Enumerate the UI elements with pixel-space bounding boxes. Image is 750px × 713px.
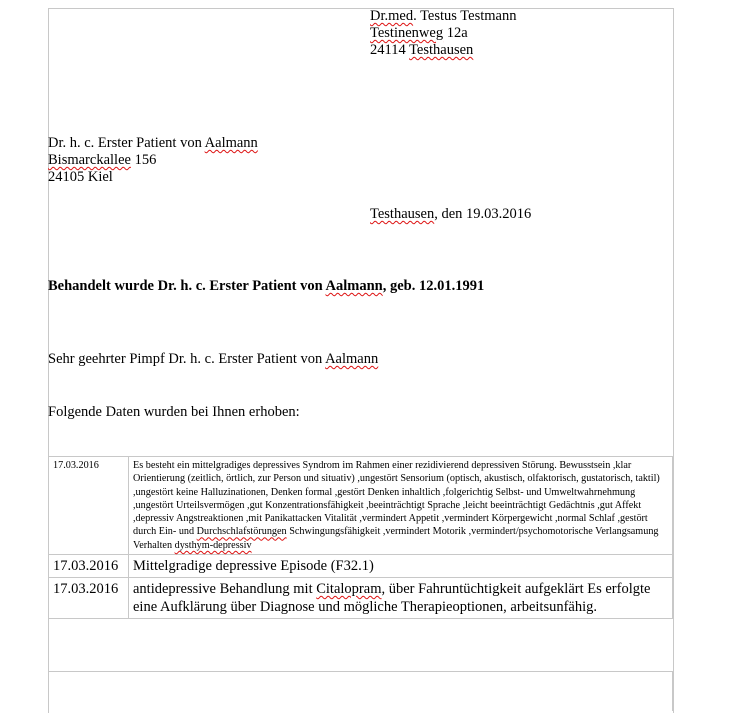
intro-text: Folgende Daten wurden bei Ihnen erhoben: [48, 404, 300, 420]
therapy-text [129, 578, 673, 619]
finding-text [129, 457, 673, 555]
subject-b: Aalmann [325, 278, 383, 294]
recipient-street-name: Bismarckallee [48, 152, 131, 168]
diagnosis-text: Mittelgradige depressive Episode (F32.1) [129, 555, 673, 578]
table-row [49, 555, 673, 578]
sender-street [370, 25, 516, 42]
finding-text-c: Schwingungsfähigkeit ,vermindert Motorik ,vermindert/psychomotorische Verlangsamung Verhalten [133, 526, 659, 551]
recipient-address [48, 135, 258, 186]
sender-address [370, 8, 516, 59]
therapy-date: 17.03.2016 [49, 578, 129, 619]
therapy-text-a: antidepressive Behandlung mit [133, 581, 317, 598]
date-line-rest: , den 19.03.2016 [434, 206, 532, 222]
date-line [370, 206, 531, 223]
recipient-name-a: Dr. h. c. Erster Patient von [48, 135, 205, 151]
subject-line [48, 278, 484, 295]
finding-text-d: dysthym-depressiv [174, 539, 252, 551]
sender-zip: 24114 [370, 42, 410, 58]
finding-text-b: Durchschlafstörungen [196, 526, 287, 538]
findings-table [48, 456, 673, 619]
sender-name [370, 8, 516, 25]
diagnosis-date: 17.03.2016 [49, 555, 129, 578]
sender-name-rest: . Testus Testmann [413, 8, 517, 24]
recipient-name [48, 135, 258, 152]
sender-street-number: 12a [443, 25, 468, 41]
table-row [49, 457, 673, 555]
recipient-street-number: 156 [130, 152, 157, 168]
sender-name-prefix: Dr.med [370, 8, 414, 24]
recipient-name-b: Aalmann [204, 135, 258, 151]
finding-date: 17.03.2016 [49, 457, 129, 555]
salutation-a: Sehr geehrter Pimpf Dr. h. c. Erster Patient von [48, 351, 326, 367]
sender-city-name: Testhausen [409, 42, 474, 58]
subject-c: , geb. 12.01.1991 [382, 278, 485, 294]
recipient-city: 24105 Kiel [48, 169, 113, 185]
sender-city [370, 42, 516, 59]
therapy-text-c: , über Fahruntüchtigkeit aufgeklärt Es erfolgte eine Aufklärung über Diagnose und mögliche Therapieoptionen, arbeitsunfähig. [133, 581, 651, 616]
recipient-street [48, 152, 258, 169]
therapy-text-b: Citalopram [316, 581, 382, 598]
date-line-place: Testhausen [370, 206, 435, 222]
salutation-b: Aalmann [325, 351, 379, 367]
salutation [48, 351, 378, 368]
finding-text-a: Es besteht ein mittelgradiges depressives Syndrom im Rahmen einer rezidivierend depressiven Störung. Bewusstsein ,klar Orientierung (zeitlich, örtlich, zur Person und situativ) ,ungestört Sensorium (optisch, akustisch, olfaktorisch, gustatorisch, taktil) ,ungestört keine Halluzinationen, Denken formal ,gestört Denken inhaltlich ,folgerichtig Selbst- und Umweltwahrnehmung ,ungestört Urteilsvermögen ,gut Konzentrationsfähigkeit ,beeinträchtigt Sprache ,leicht beeinträchtigt Gedächtnis ,gut Affekt ,depressiv Angstreaktionen ,mit Panikattacken Vitalität ,vermindert Appetit ,vermindert Körpergewicht ,normal Schlaf ,gestört durch Ein- und [133, 460, 660, 538]
table-row [49, 578, 673, 619]
subject-a: Behandelt wurde Dr. h. c. Erster Patient von [48, 278, 326, 294]
empty-table-cell [48, 671, 673, 711]
sender-street-name: Testinenweg [370, 25, 444, 41]
